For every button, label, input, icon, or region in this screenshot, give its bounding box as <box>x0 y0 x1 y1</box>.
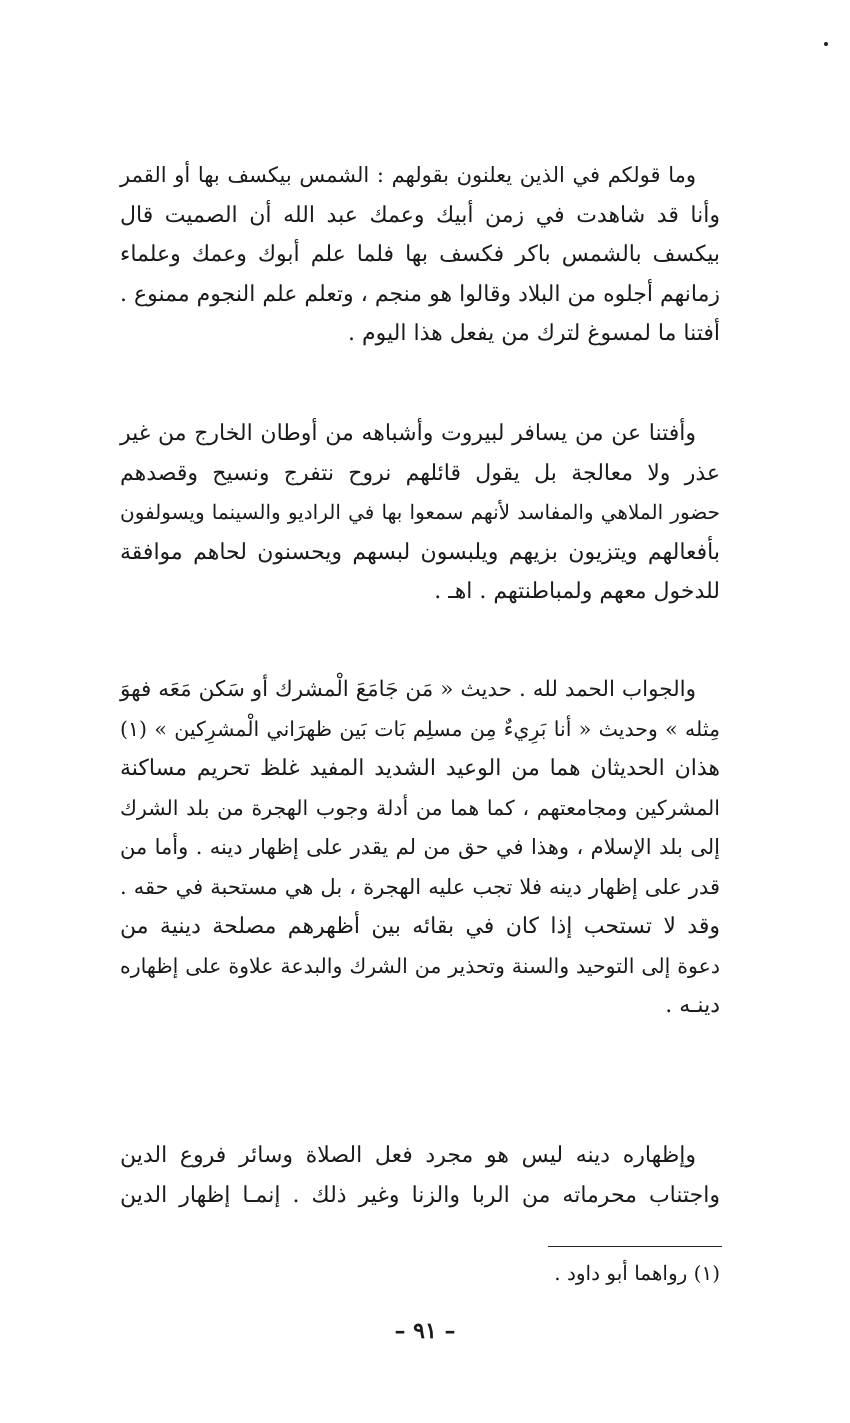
text-line: وما قولكم في الذين يعلنون بقولهم : الشمس بيكسف بها أو القمر <box>120 163 696 187</box>
text-line: هذان الحديثان هما من الوعيد الشديد المفيد غلظ تحريم مساكنة <box>120 756 720 781</box>
text-line: حضور الملاهي والمفاسد لأنهم سمعوا بها في الراديو والسينما ويسولفون <box>120 500 720 524</box>
text-line: أفتنا ما لمسوغ لترك من يفعل هذا اليوم . <box>348 321 720 346</box>
text-line: والجواب الحمد لله . حديث « مَن جَامَعَ الْمشرك أو سَكن مَعَه فهوَ <box>120 677 696 702</box>
text-line: وأفتنا عن من يسافر لبيروت وأشباهه من أوطان الخارج من غير <box>120 421 696 446</box>
footnote-divider <box>548 1246 722 1247</box>
text-line: وإظهاره دينه ليس هو مجرد فعل الصلاة وسائر فروع الدين <box>120 1143 696 1168</box>
paragraph-showing-religion <box>120 1136 720 1215</box>
text-line: دينـه . <box>665 993 720 1018</box>
text-line: المشركين ومجامعتهم ، كما هما من أدلة وجوب الهجرة من بلد الشرك <box>120 795 720 820</box>
text-line: مِثله » وحديث « أنا بَرِيءٌ مِن مسلِم بَات بَين ظهرَاني الْمشرِكين » (١) <box>120 716 720 741</box>
scan-speck <box>824 42 828 46</box>
text-line: دعوة إلى التوحيد والسنة وتحذير من الشرك والبدعة علاوة على إظهاره <box>120 953 720 978</box>
text-line: وقد لا تستحب إذا كان في بقائه بين أظهرهم مصلحة دينية من <box>120 914 720 939</box>
paragraph-question-travel <box>120 414 720 612</box>
page-number: – ٩١ – <box>394 1318 456 1344</box>
text-line: بأفعالهم ويتزيون بزيهم ويلبسون لبسهم ويحسنون لحاهم موافقة <box>120 539 720 565</box>
text-line: قدر على إظهار دينه فلا تجب عليه الهجرة ، بل هي مستحبة في حقه . <box>120 874 720 899</box>
text-line: إلى بلد الإسلام ، وهذا في حق من لم يقدر على إظهار دينه . وأما من <box>120 835 720 859</box>
text-line: زمانهم أجلوه من البلاد وقالوا هو منجم ، وتعلم علم النجوم ممنوع . <box>120 281 720 307</box>
text-line: بيكسف بالشمس باكر فكسف بها فلما علم أبوك وعمك وعلماء <box>120 242 720 267</box>
paragraph-question-eclipse <box>120 156 720 354</box>
footnote: (١) رواهما أبو داود . <box>554 1261 720 1285</box>
paragraph-answer <box>120 670 720 1026</box>
text-line: واجتناب محرماته من الربا والزنا وغير ذلك . إنمـا إظهار الدين <box>120 1182 720 1208</box>
text-line: وأنا قد شاهدت في زمن أبيك وعمك عبد الله أن الصميت قال <box>120 202 720 228</box>
text-line: للدخول معهم ولمباطنتهم . اهـ . <box>434 579 720 604</box>
text-line: عذر ولا معالجة بل يقول قائلهم نروح نتفرج ونسيح وقصدهم <box>120 460 720 486</box>
